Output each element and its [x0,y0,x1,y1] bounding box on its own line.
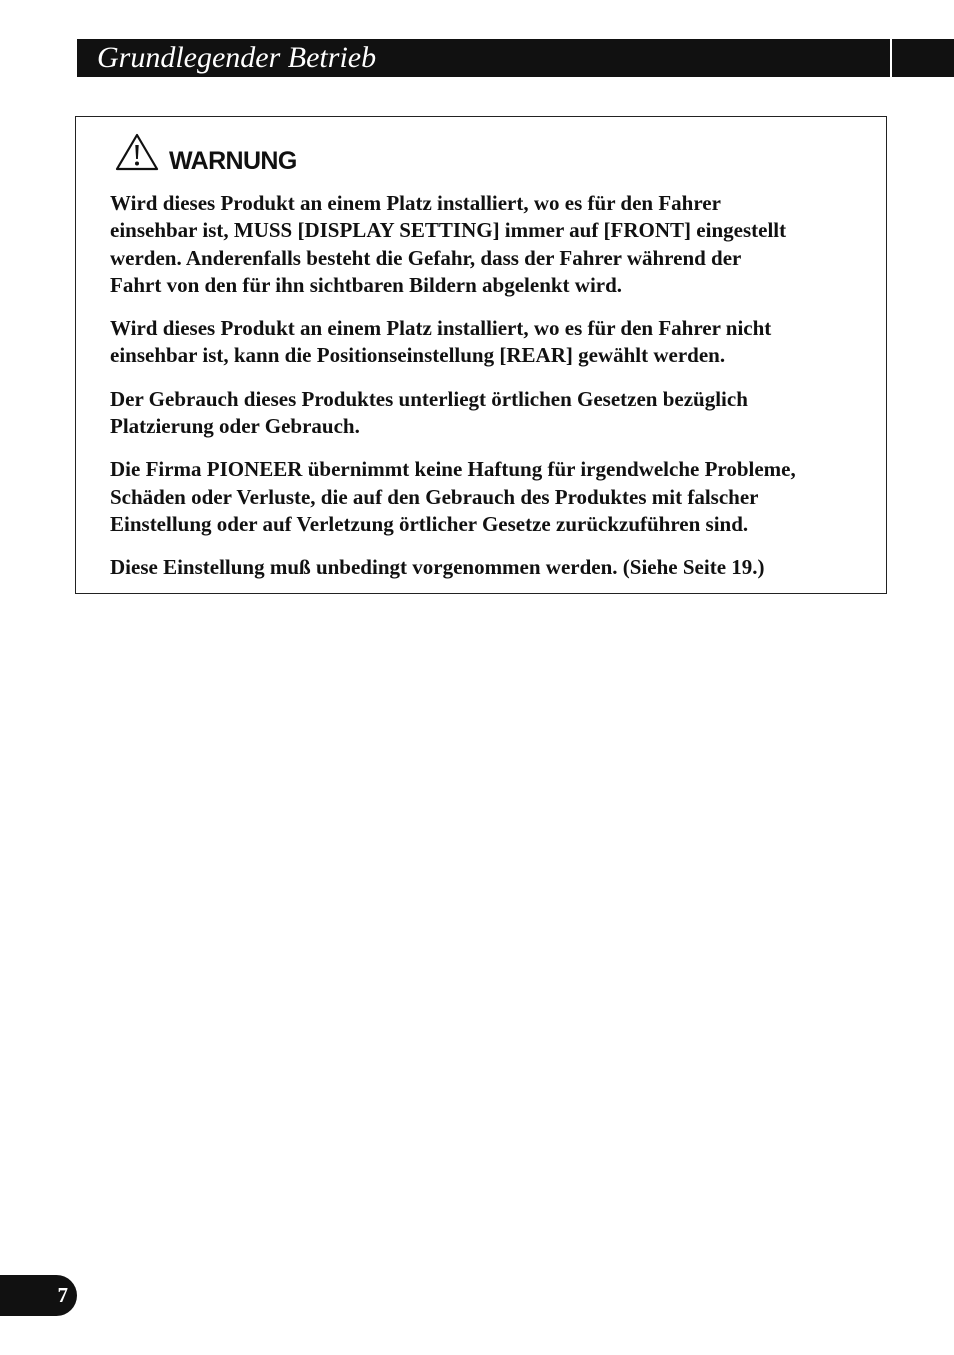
page-number: 7 [57,1283,68,1307]
warning-text [110,190,796,598]
section-title: Grundlegender Betrieb [97,41,377,74]
warning-paragraph [110,190,796,299]
warning-paragraph [110,456,796,538]
warning-box [75,116,887,594]
text-line: Schäden oder Verluste, die auf den Gebrauch des Produktes mit falscher [110,484,759,509]
text-line: Fahrt von den für ihn sichtbaren Bildern abgelenkt wird. [110,272,623,297]
text-line: Die Firma PIONEER übernimmt keine Haftung für irgendwelche Probleme, [110,457,796,482]
text-line: Wird dieses Produkt an einem Platz installiert, wo es für den Fahrer nicht [110,316,772,341]
section-header-bar [77,39,890,77]
text-line: Platzierung oder Gebrauch. [110,414,360,439]
warning-paragraph [110,315,796,370]
text-line: Diese Einstellung muß unbedingt vorgenommen werden. (Siehe Seite 19.) [110,555,765,580]
text-line: Einstellung oder auf Verletzung örtlicher Gesetze zurückzuführen sind. [110,511,749,536]
text-line: Wird dieses Produkt an einem Platz installiert, wo es für den Fahrer [110,191,721,215]
header-edge-tab [892,39,954,77]
page-number-tab [0,1275,77,1316]
warning-triangle-icon [115,133,159,171]
text-line: einsehbar ist, MUSS [DISPLAY SETTING] immer auf [FRONT] eingestellt [110,218,787,243]
text-line: einsehbar ist, kann die Positionseinstellung [REAR] gewählt werden. [110,343,726,368]
warning-paragraph [110,554,796,581]
warning-heading: WARNUNG [169,147,297,175]
text-line: Der Gebrauch dieses Produktes unterliegt örtlichen Gesetzen bezüglich [110,386,748,411]
text-line: werden. Anderenfalls besteht die Gefahr, dass der Fahrer während der [110,245,742,270]
warning-paragraph [110,386,796,441]
